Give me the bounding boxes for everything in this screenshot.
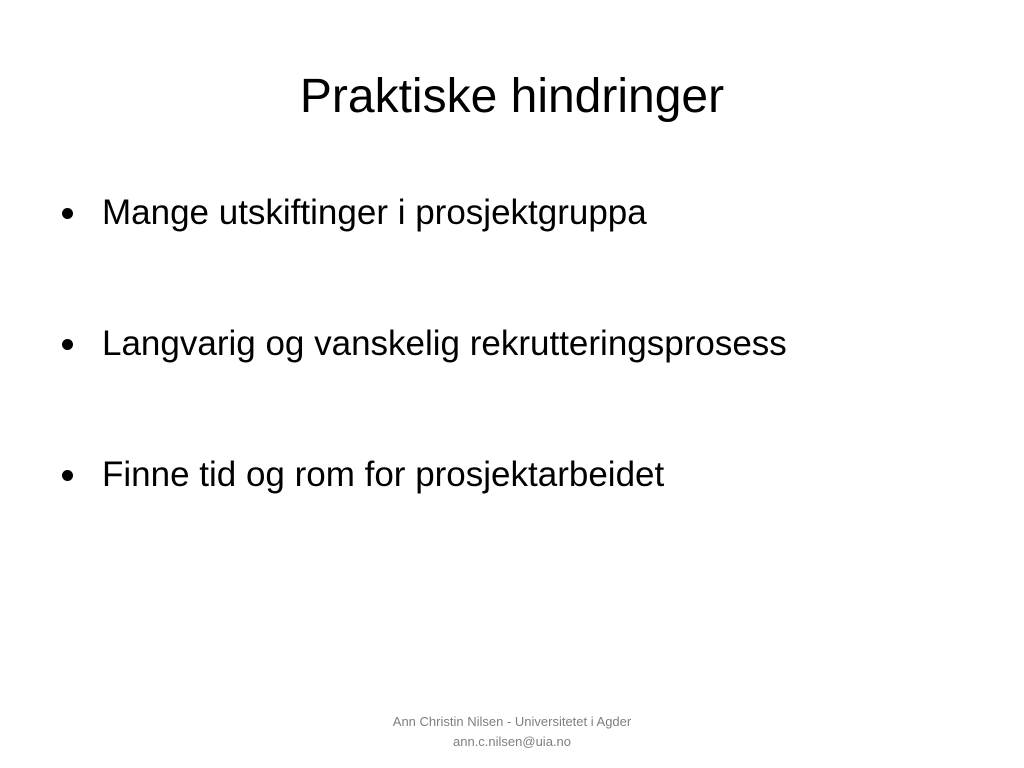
slide-title: Praktiske hindringer xyxy=(299,70,725,123)
bullet-item xyxy=(58,448,978,579)
bullet-item xyxy=(58,186,978,317)
bullet-icon xyxy=(62,339,73,350)
bullet-icon xyxy=(62,208,73,219)
bullet-list xyxy=(58,186,978,579)
slide-footer xyxy=(0,712,1024,752)
footer-email: ann.c.nilsen@uia.no xyxy=(453,734,571,749)
footer-author: Ann Christin Nilsen - Universitetet i Agder xyxy=(392,714,632,729)
bullet-text: Finne tid og rom for prosjektarbeidet xyxy=(102,455,665,494)
bullet-icon xyxy=(62,470,73,481)
bullet-item xyxy=(58,317,978,448)
bullet-text: Langvarig og vanskelig rekrutteringsprosess xyxy=(102,324,787,363)
bullet-text: Mange utskiftinger i prosjektgruppa xyxy=(102,193,647,232)
